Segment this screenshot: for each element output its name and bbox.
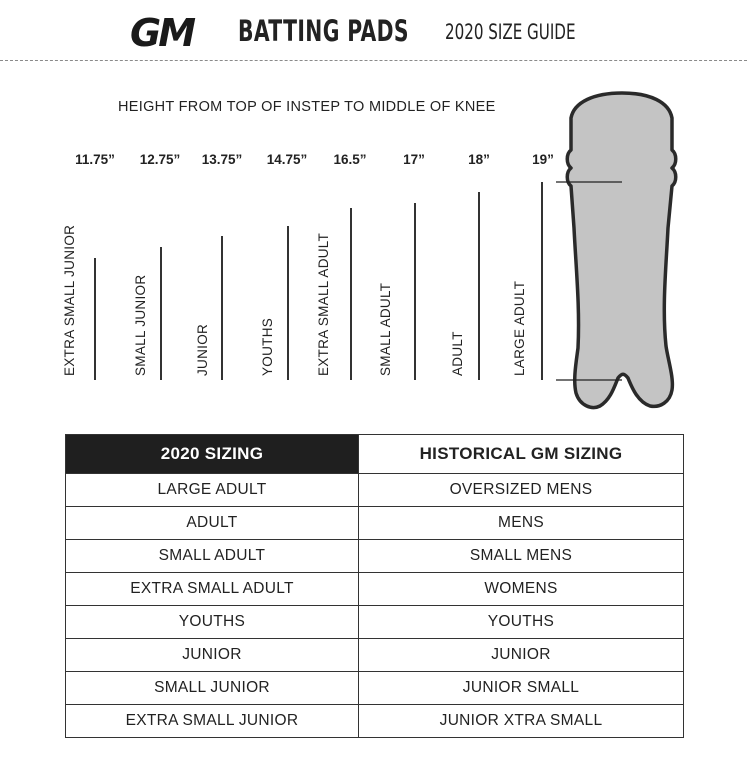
size-bar xyxy=(221,236,223,380)
table-cell: SMALL ADULT xyxy=(66,540,359,573)
size-bar xyxy=(287,226,289,380)
size-height-label: 13.75” xyxy=(201,152,243,167)
table-cell: JUNIOR SMALL xyxy=(359,672,684,705)
table-cell: JUNIOR XTRA SMALL xyxy=(359,705,684,738)
table-row xyxy=(66,672,684,705)
size-bar xyxy=(160,247,162,380)
batting-pad-illustration xyxy=(556,88,688,414)
size-height-label: 14.75” xyxy=(266,152,308,167)
size-bar xyxy=(478,192,480,380)
size-name-label: EXTRA SMALL ADULT xyxy=(316,232,331,376)
table-cell: LARGE ADULT xyxy=(66,474,359,507)
size-name-label: SMALL ADULT xyxy=(378,282,393,376)
page-subtitle: 2020 SIZE GUIDE xyxy=(445,20,576,44)
header xyxy=(0,0,747,60)
column-header: 2020 SIZING xyxy=(66,435,359,474)
size-name-label: YOUTHS xyxy=(260,317,275,376)
size-bar xyxy=(350,208,352,380)
table-cell: EXTRA SMALL JUNIOR xyxy=(66,705,359,738)
size-name-label: ADULT xyxy=(450,331,465,376)
diagram-caption: HEIGHT FROM TOP OF INSTEP TO MIDDLE OF KNEE xyxy=(118,99,496,115)
pad-outline xyxy=(567,93,676,407)
table-cell: JUNIOR xyxy=(359,639,684,672)
size-bar xyxy=(414,203,416,380)
table-row xyxy=(66,606,684,639)
table-cell: JUNIOR xyxy=(66,639,359,672)
table-header-row xyxy=(66,435,684,474)
size-height-label: 16.5” xyxy=(333,152,367,167)
column-header: HISTORICAL GM SIZING xyxy=(359,435,684,474)
table-cell: YOUTHS xyxy=(359,606,684,639)
table-cell: SMALL JUNIOR xyxy=(66,672,359,705)
table-row xyxy=(66,573,684,606)
table-cell: EXTRA SMALL ADULT xyxy=(66,573,359,606)
table-row xyxy=(66,639,684,672)
table-cell: WOMENS xyxy=(359,573,684,606)
table-cell: ADULT xyxy=(66,507,359,540)
table-row xyxy=(66,474,684,507)
sizing-table xyxy=(65,434,684,738)
table-row xyxy=(66,705,684,738)
size-bar xyxy=(94,258,96,380)
table-row xyxy=(66,507,684,540)
size-name-label: EXTRA SMALL JUNIOR xyxy=(62,224,77,376)
table-cell: MENS xyxy=(359,507,684,540)
table-cell: OVERSIZED MENS xyxy=(359,474,684,507)
table-cell: SMALL MENS xyxy=(359,540,684,573)
size-name-label: JUNIOR xyxy=(195,323,210,376)
size-height-label: 18” xyxy=(468,152,490,167)
dashed-divider xyxy=(0,60,747,61)
table-row xyxy=(66,540,684,573)
size-name-label: LARGE ADULT xyxy=(512,280,527,376)
size-height-label: 12.75” xyxy=(139,152,181,167)
size-name-label: SMALL JUNIOR xyxy=(133,274,148,376)
gm-logo: GM xyxy=(130,11,194,55)
size-bar xyxy=(541,182,543,380)
page-title: BATTING PADS xyxy=(238,14,409,48)
size-height-label: 11.75” xyxy=(75,152,115,167)
size-height-label: 19” xyxy=(532,152,554,167)
size-height-label: 17” xyxy=(403,152,425,167)
table-cell: YOUTHS xyxy=(66,606,359,639)
